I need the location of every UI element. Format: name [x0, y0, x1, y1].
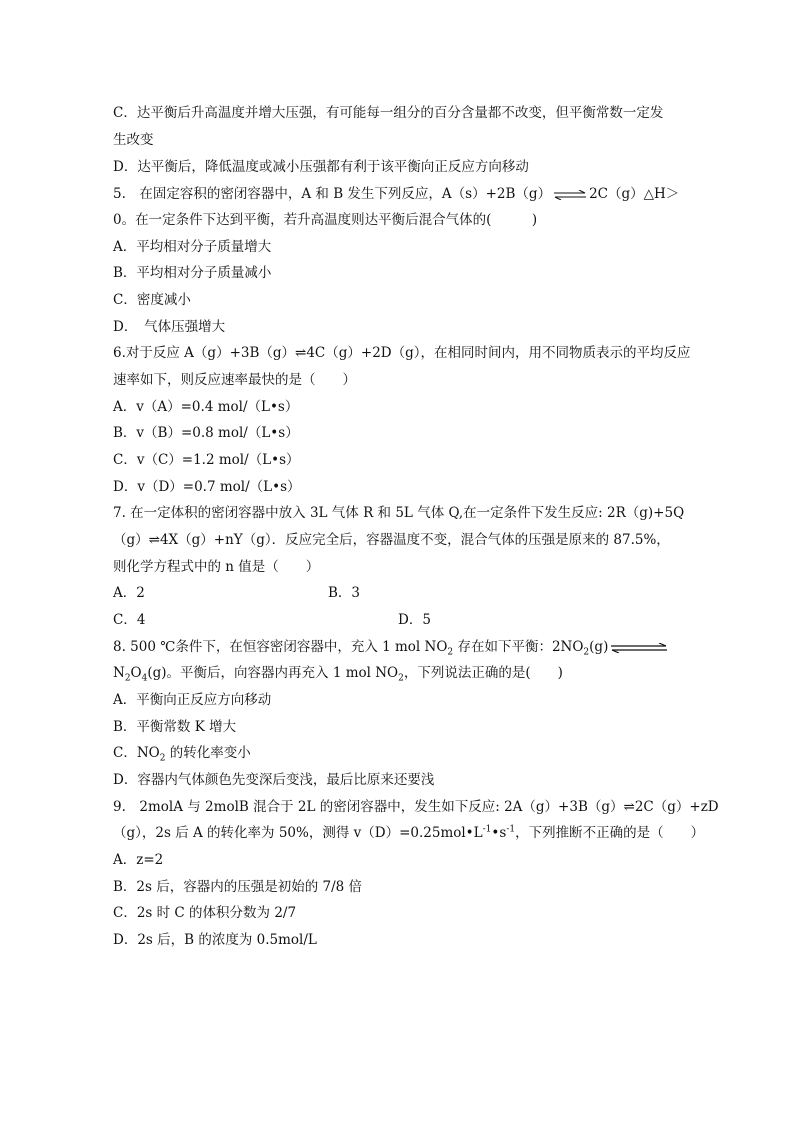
q8-option-c — [113, 744, 683, 762]
q8-subscript: 2 — [447, 647, 454, 658]
q8-stem-text: N — [113, 665, 125, 681]
q8-stem-line1 — [113, 638, 683, 656]
q9-option-a: A．z=2 — [113, 852, 164, 868]
q8-subscript: 4 — [141, 673, 148, 684]
q8-subscript: 2 — [124, 673, 131, 684]
q9-option-c: C．2s 时 C 的体积分数为 2/7 — [113, 905, 297, 921]
q8-stem-text-b: 存在如下平衡：2NO — [453, 639, 584, 655]
q8-option-c-text: C．NO — [113, 745, 160, 761]
q8-stem-text: (g)。平衡后，向容器内再充入 1 mol NO — [147, 665, 399, 681]
q8-option-a: A．平衡向正反应方向移动 — [113, 692, 272, 708]
equilibrium-arrow-icon — [553, 190, 587, 200]
q9-stem-line2 — [113, 824, 705, 842]
q7-option-c: C．4 — [113, 612, 146, 628]
q5-stem-line2: 0。在一定条件下达到平衡，若升高温度则达平衡后混合气体的( ) — [113, 212, 538, 228]
q9-option-b: B．2s 后，容器内的压强是初始的 7/8 倍 — [113, 879, 363, 895]
q5-stem-line1 — [113, 185, 683, 203]
q9-option-d: D．2s 后，B 的浓度为 0.5mol/L — [113, 932, 317, 948]
q7-option-d: D．5 — [398, 612, 431, 628]
q7-stem-line3: 则化学方程式中的 n 值是（ ） — [113, 559, 320, 575]
q5-option-c: C．密度减小 — [113, 292, 191, 308]
q8-option-c-text: 的转化率变小 — [165, 745, 251, 761]
q6-stem-line2: 速率如下，则反应速率最快的是（ ） — [113, 372, 356, 388]
q9-superscript: -1 — [506, 824, 516, 835]
q8-subscript: 2 — [398, 673, 404, 684]
q9-stem-text: ，下列推断不正确的是（ ） — [515, 825, 705, 841]
q8-stem-text: O — [130, 665, 142, 681]
q9-stem-text: •s — [491, 825, 507, 841]
q7-stem-line2: （g）⇌4X（g）+nY（g）．反应完全后，容器温度不变，混合气体的压强是原来的 87.5%， — [113, 532, 670, 548]
q8-option-d: D．容器内气体颜色先变深后变浅，最后比原来还要浅 — [113, 772, 435, 788]
q9-superscript: -1 — [482, 824, 492, 835]
q5-stem-part-b: 2C（g）△H＞ — [589, 186, 680, 202]
q7-option-a: A．2 — [113, 585, 145, 601]
q5-option-d: D． 气体压强增大 — [113, 319, 226, 335]
q8-option-b: B．平衡常数 K 增大 — [113, 719, 237, 735]
q5-option-a: A．平均相对分子质量增大 — [113, 239, 272, 255]
q8-stem-text: ，下列说法正确的是( ) — [403, 665, 563, 681]
q7-options-row2 — [113, 611, 683, 629]
q6-option-b: B．v（B）=0.8 mol/（L•s） — [113, 425, 299, 441]
q6-option-c: C．v（C）=1.2 mol/（L•s） — [113, 452, 300, 468]
q7-option-b: B．3 — [328, 585, 361, 601]
q4-option-c-line1: C．达平衡后升高温度并增大压强，有可能每一组分的百分含量都不改变，但平衡常数一定发 — [113, 105, 664, 121]
q6-option-a: A．v（A）=0.4 mol/（L•s） — [113, 399, 299, 415]
q5-stem-part-a: 5. 在固定容积的密闭容器中，A 和 B 发生下列反应，A（s）+2B（g） — [113, 186, 552, 202]
q7-stem-line1: 7. 在一定体积的密闭容器中放入 3L 气体 R 和 5L 气体 Q,在一定条件下发生反应: 2R（g)+5Q — [113, 505, 685, 521]
q4-option-c-line2: 生改变 — [113, 132, 154, 148]
q8-subscript: 2 — [583, 647, 590, 658]
q8-stem-text-c: (g) — [589, 639, 609, 655]
q9-stem-line1: 9. 2molA 与 2molB 混合于 2L 的密闭容器中，发生如下反应: 2A（g）+3B（g）⇌2C（g）+zD — [113, 799, 719, 815]
q5-option-b: B．平均相对分子质量减小 — [113, 265, 272, 281]
q6-stem-line1: 6.对于反应 A（g）+3B（g）⇌4C（g）+2D（g），在相同时间内，用不同物质表示的平均反应 — [113, 345, 691, 361]
q6-option-d: D．v（D）=0.7 mol/（L•s） — [113, 479, 301, 495]
q8-stem-line2 — [113, 664, 683, 682]
q7-options-row1 — [113, 584, 683, 602]
q8-stem-text-a: 8. 500 ℃条件下，在恒容密闭容器中，充入 1 mol NO — [113, 639, 448, 655]
q8-subscript: 2 — [159, 753, 166, 764]
equilibrium-arrow-icon — [610, 643, 668, 653]
q9-stem-text: （g），2s 后 A 的转化率为 50%，测得 v（D）=0.25mol•L — [113, 825, 483, 841]
q4-option-d: D．达平衡后，降低温度或减小压强都有利于该平衡向正反应方向移动 — [113, 159, 529, 175]
